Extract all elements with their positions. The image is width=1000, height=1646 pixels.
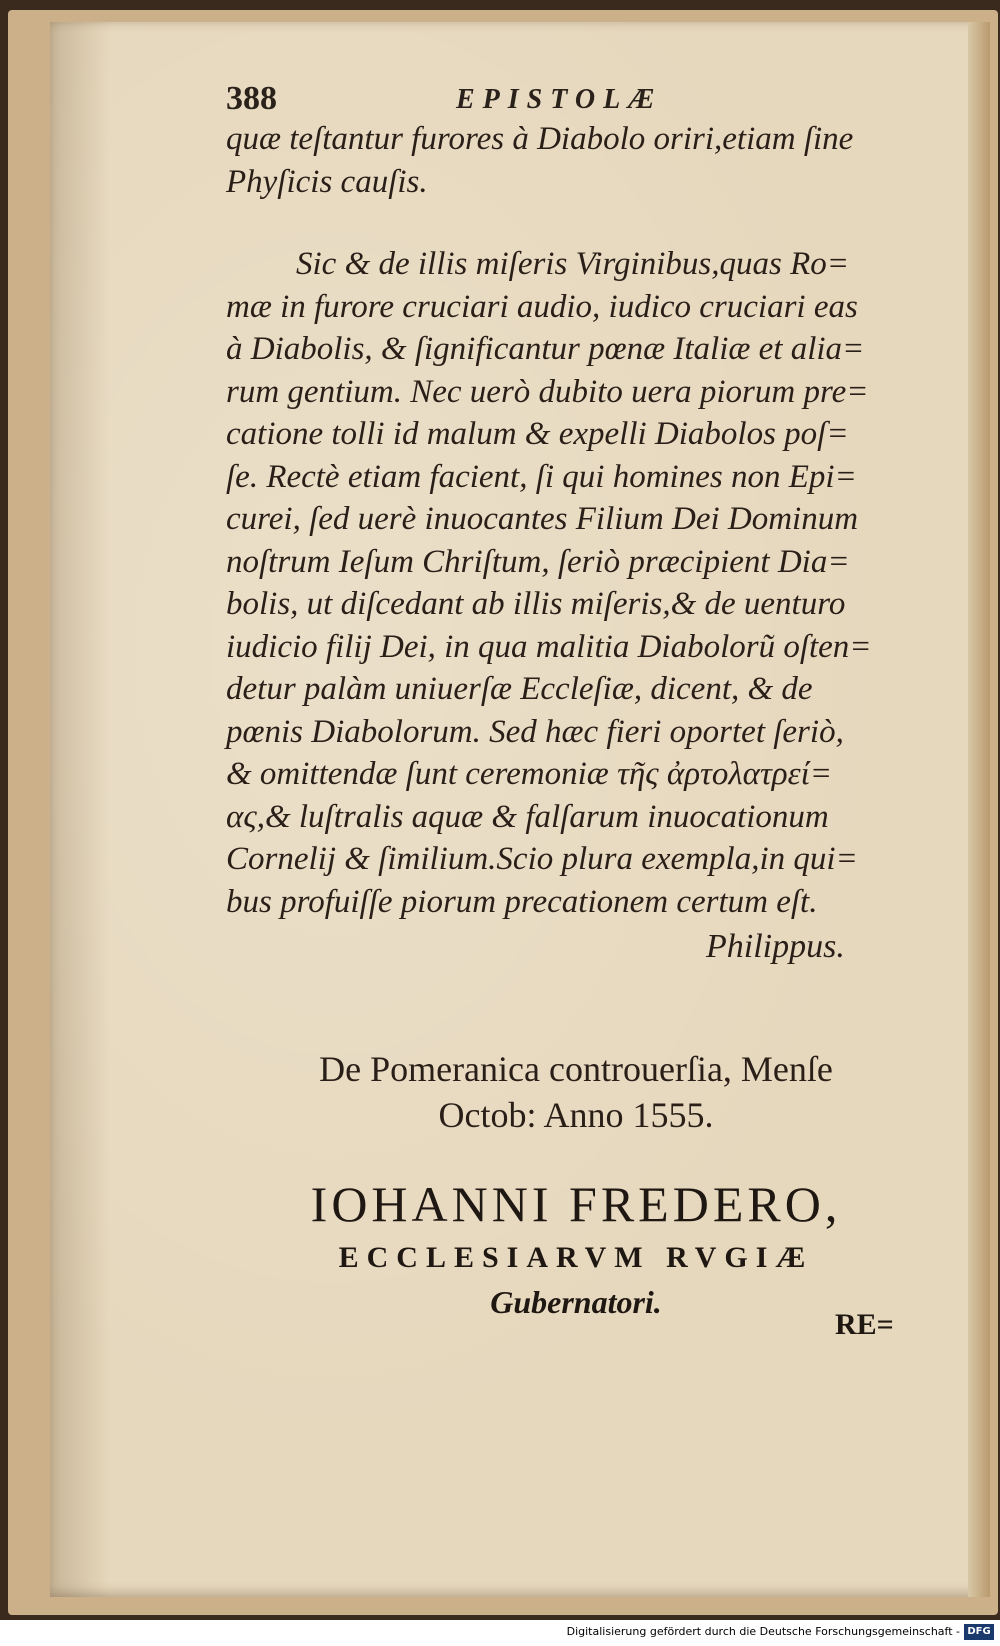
funding-notice: Digitalisierung gefördert durch die Deutsche Forschungsgemeinschaft -: [566, 1625, 960, 1638]
text-line: bus profuiſſe piorum precationem certum eſt.: [226, 883, 818, 920]
text-line: ſe. Rectè etiam facient, ſi qui homines non Epi=: [226, 458, 857, 495]
text-line: pœnis Diabolorum. Sed hæc fieri oportet ſeriò,: [226, 713, 844, 750]
text-line: curei, ſed uerè inuocantes Filium Dei Dominum: [226, 501, 859, 537]
caption-line: De Pomeranica controuerſia, Menſe: [319, 1049, 833, 1089]
text-line: mæ in furore cruciari audio, iudico cruciari eas: [226, 288, 858, 325]
text-line: quæ teſtantur furores à Diabolo oriri,etiam ſine: [226, 121, 854, 157]
text-line: Cornelij & ſimilium.Scio plura exempla,in qui=: [226, 841, 858, 877]
page-number: 388: [226, 80, 277, 117]
footer-bar: [0, 1620, 1000, 1646]
text-line: iudicio filij Dei, in qua malitia Diabolorũ oſten=: [226, 628, 872, 665]
addressee-heading: [226, 1172, 926, 1324]
addressee-name: IOHANNI FREDERO,: [310, 1176, 842, 1232]
addressee-title: Gubernatori.: [490, 1284, 662, 1320]
text-line: Phyſicis cauſis.: [226, 163, 428, 200]
text-line: noſtrum Ieſum Chriſtum, ſeriò præcipient Dia=: [226, 543, 850, 580]
text-line: à Diabolis, & ſignificantur pœnæ Italiæ et alia=: [226, 331, 865, 367]
text-line: & omittendæ ſunt ceremoniæ τῆς ἀρτολατρεί=: [226, 756, 833, 792]
dfg-logo-icon: DFG: [964, 1624, 994, 1640]
letter-body: [226, 118, 906, 923]
text-line: Sic & de illis miſeris Virginibus,quas Ro=: [296, 246, 850, 282]
page-edge: [968, 22, 990, 1597]
letter-caption: [226, 1046, 926, 1138]
running-title: EPISTOLÆ: [456, 84, 663, 115]
text-line: ας,& luſtralis aquæ & falſarum inuocationum: [226, 798, 829, 835]
addressee-office: ECCLESIARVM RVGIÆ: [338, 1241, 814, 1274]
text-line: detur palàm uniuerſæ Eccleſiæ, dicent, & de: [226, 671, 813, 707]
text-line: catione tolli id malum & expelli Diabolos poſ=: [226, 416, 849, 452]
caption-line: Octob: Anno 1555.: [438, 1095, 714, 1135]
signature: Philippus.: [706, 928, 845, 965]
text-line: bolis, ut diſcedant ab illis miſeris,& de uenturo: [226, 586, 846, 622]
catchword: RE=: [835, 1308, 894, 1341]
text-line: rum gentium. Nec uerò dubito uera piorum pre=: [226, 373, 869, 410]
running-head: [226, 80, 786, 120]
